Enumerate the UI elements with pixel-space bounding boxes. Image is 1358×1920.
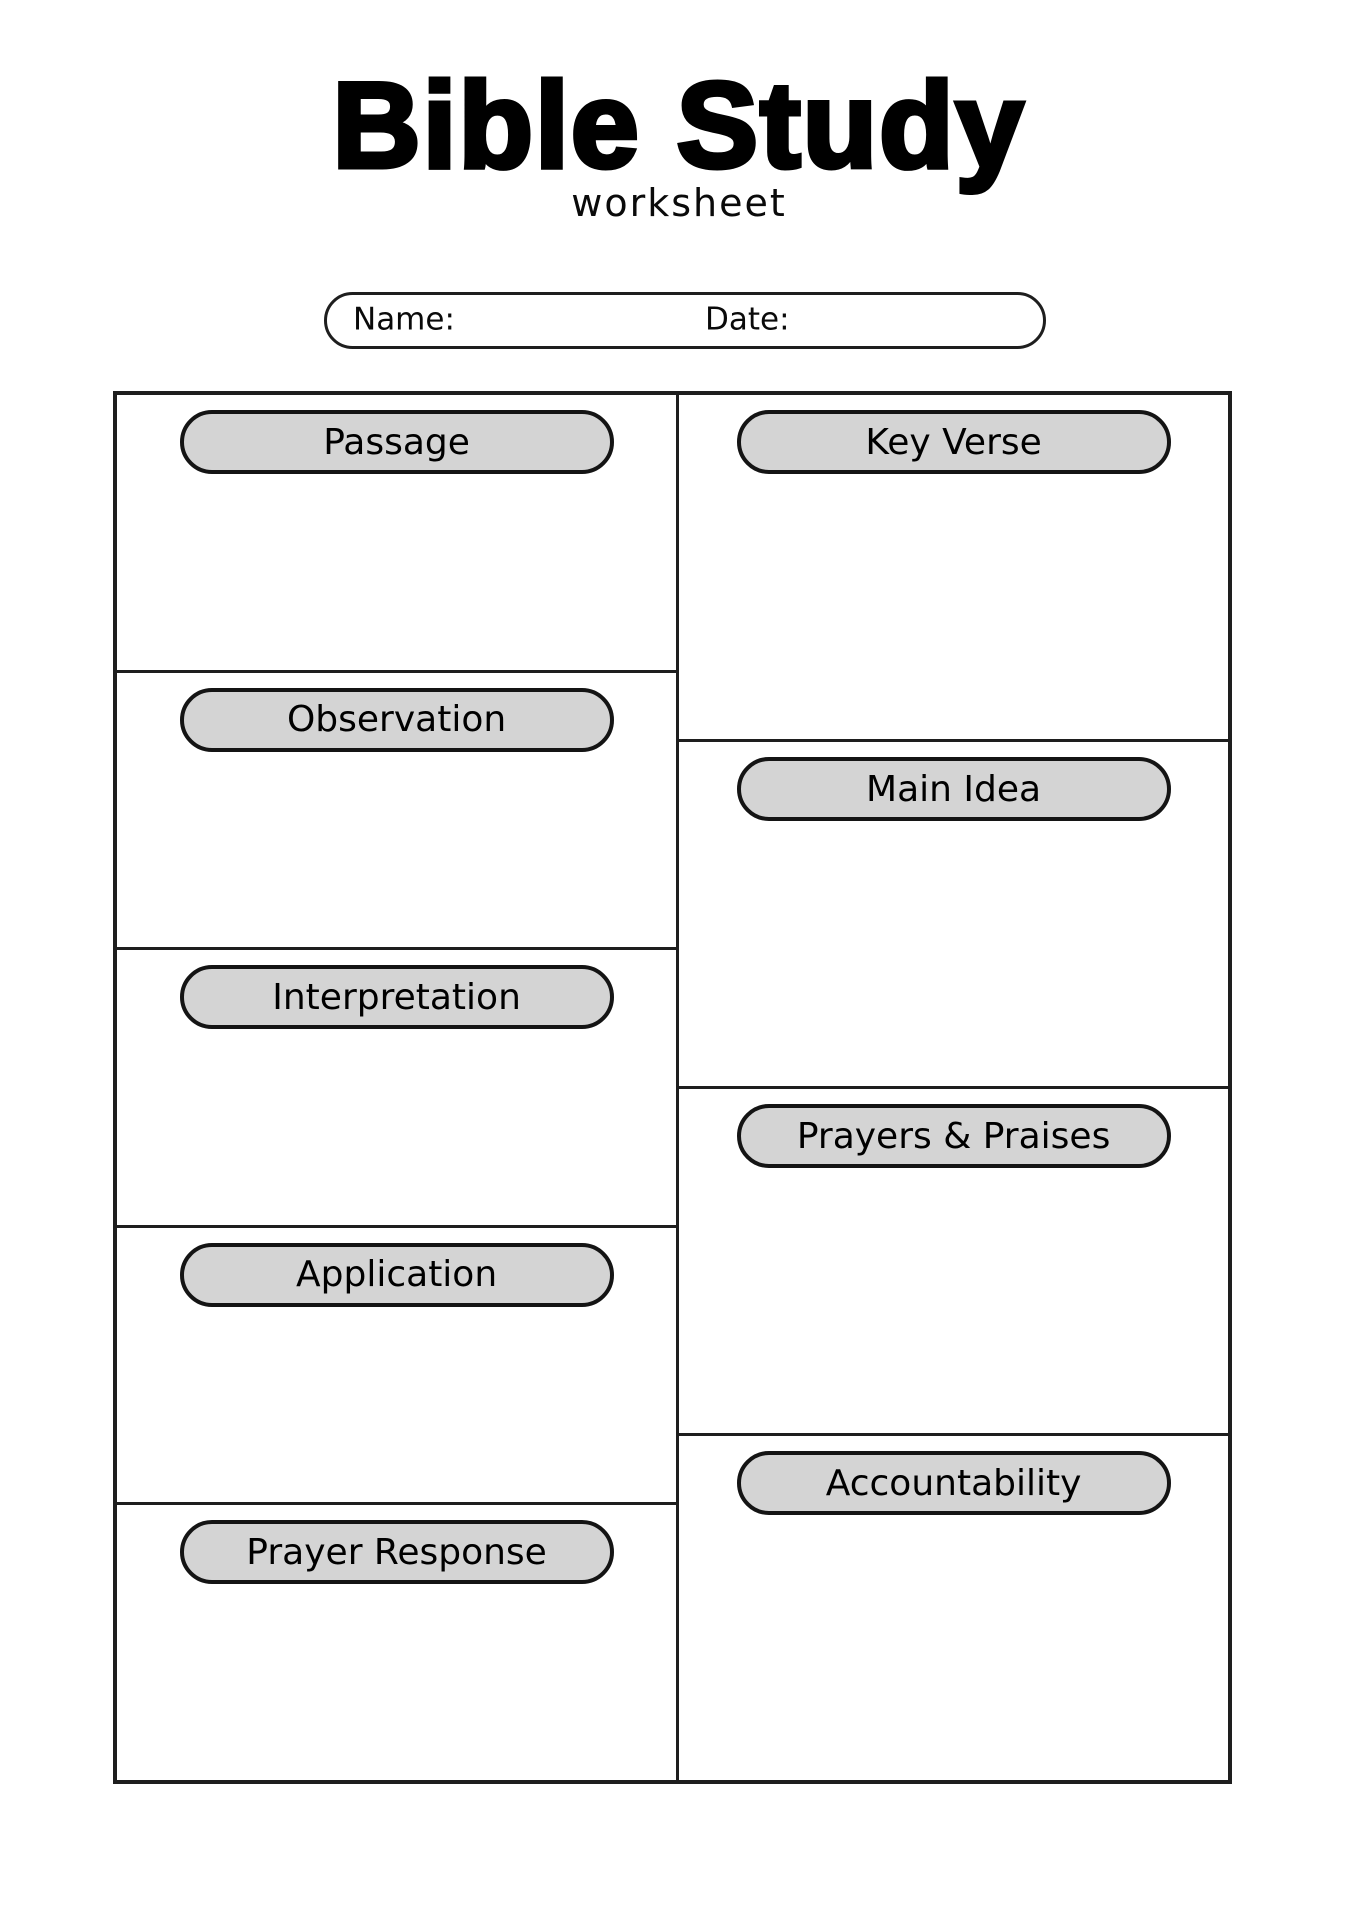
label-pill: Interpretation xyxy=(180,965,614,1029)
page-subtitle: worksheet xyxy=(571,181,787,225)
worksheet-left-column xyxy=(117,395,679,1780)
section-main-idea xyxy=(679,742,1228,1089)
label-pill: Main Idea xyxy=(737,757,1171,821)
date-input-area[interactable] xyxy=(797,295,1033,346)
writing-area[interactable] xyxy=(679,485,1228,739)
section-key-verse xyxy=(679,395,1228,742)
label-pill: Passage xyxy=(180,410,614,474)
section-interpretation xyxy=(117,950,676,1228)
label-pill: Observation xyxy=(180,688,614,752)
worksheet-right-column xyxy=(679,395,1228,1780)
label-pill: Application xyxy=(180,1243,614,1307)
writing-area[interactable] xyxy=(117,1318,676,1503)
name-date-bar xyxy=(324,292,1046,349)
section-prayer-response xyxy=(117,1505,676,1780)
section-application xyxy=(117,1228,676,1506)
label-pill: Prayer Response xyxy=(180,1520,614,1584)
section-prayers-praises xyxy=(679,1089,1228,1436)
writing-area[interactable] xyxy=(117,1040,676,1225)
writing-area[interactable] xyxy=(117,1595,676,1780)
writing-area[interactable] xyxy=(679,1526,1228,1780)
date-label: Date: xyxy=(705,301,790,338)
page-title: Bible Study xyxy=(332,57,1026,193)
worksheet-grid xyxy=(113,391,1232,1784)
section-observation xyxy=(117,673,676,951)
section-accountability xyxy=(679,1436,1228,1780)
writing-area[interactable] xyxy=(679,1179,1228,1433)
section-passage xyxy=(117,395,676,673)
label-pill: Key Verse xyxy=(737,410,1171,474)
label-pill: Prayers & Praises xyxy=(737,1104,1171,1168)
name-input-area[interactable] xyxy=(457,295,697,346)
label-pill: Accountability xyxy=(737,1451,1171,1515)
writing-area[interactable] xyxy=(679,832,1228,1086)
name-label: Name: xyxy=(353,301,455,338)
writing-area[interactable] xyxy=(117,763,676,948)
writing-area[interactable] xyxy=(117,485,676,670)
